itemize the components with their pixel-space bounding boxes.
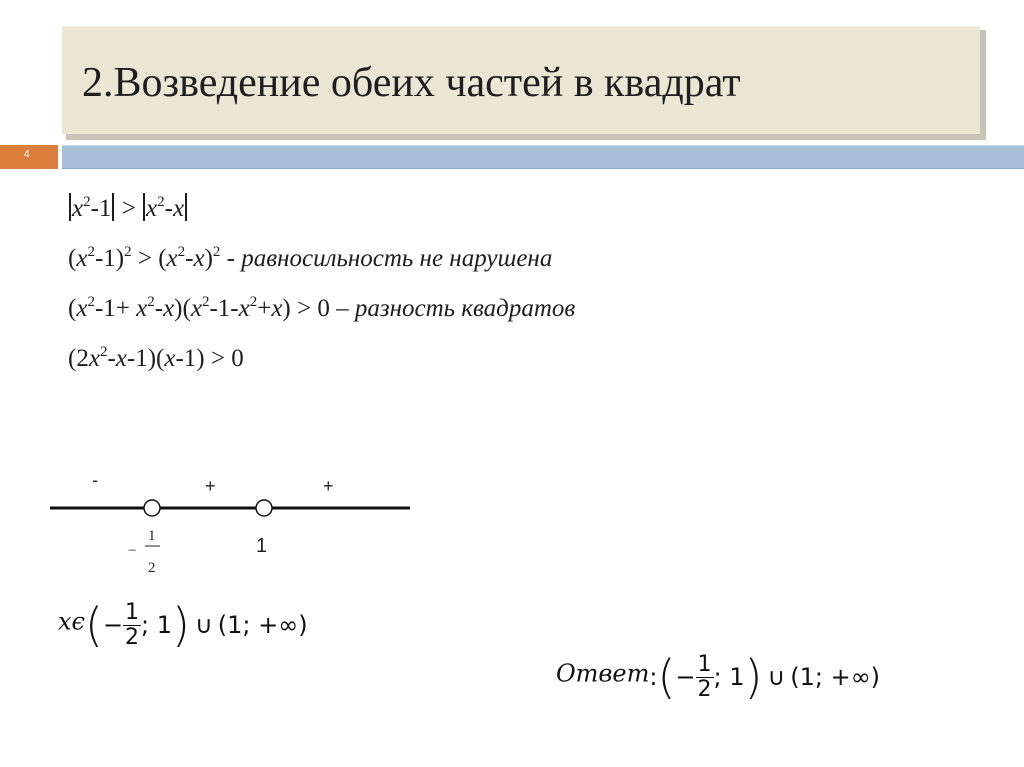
exponent: 2 xyxy=(201,294,210,310)
var-x: x xyxy=(72,195,84,222)
open-point xyxy=(256,500,272,516)
title-band xyxy=(62,26,980,134)
union-symbol: ∪ xyxy=(195,611,213,639)
math-text: - xyxy=(220,245,242,272)
abs-bar xyxy=(185,193,187,221)
paren: ) xyxy=(744,650,763,704)
frac-num: 1 xyxy=(697,652,712,678)
var-x: x xyxy=(271,295,283,322)
abs-bar xyxy=(69,193,71,221)
var-x: x xyxy=(136,295,148,322)
math-text: > xyxy=(115,195,143,222)
frac-num: 1 xyxy=(125,600,140,626)
frac-den: 2 xyxy=(148,560,156,576)
point-minus: − xyxy=(128,543,137,559)
var-x: x xyxy=(193,245,205,272)
math-text: - xyxy=(164,195,173,222)
interval: (1; +∞) xyxy=(217,611,308,639)
math-line-1 xyxy=(68,193,188,223)
var-x: x xyxy=(76,295,88,322)
exponent: 2 xyxy=(212,244,221,260)
comment-text: равносильность не нарушена xyxy=(241,245,553,272)
math-line-4 xyxy=(68,345,244,373)
number-line xyxy=(40,460,420,590)
math-text: -1)( xyxy=(126,345,165,372)
var-x: x xyxy=(172,195,185,222)
slide-title: 2.Возведение обеих частей в квадрат xyxy=(82,60,741,106)
exponent: 2 xyxy=(83,194,91,210)
fraction xyxy=(696,653,714,700)
sign-plus: + xyxy=(323,476,334,496)
slide-number: 4 xyxy=(24,149,30,160)
var-x: x xyxy=(190,295,202,322)
paren: ( xyxy=(657,650,676,704)
point-label: 1 xyxy=(256,535,268,557)
math-text: ; 1 xyxy=(713,663,745,691)
exponent: 2 xyxy=(124,244,132,260)
colon: : xyxy=(649,663,658,691)
fraction xyxy=(123,601,141,648)
math-text: )( xyxy=(174,295,191,322)
union-symbol: ∪ xyxy=(767,663,786,691)
var-x: x xyxy=(115,345,127,372)
var-x: x xyxy=(238,295,250,322)
var-x: x xyxy=(146,195,158,222)
math-text: - xyxy=(107,345,116,372)
exponent: 2 xyxy=(99,344,108,360)
exponent: 2 xyxy=(177,244,186,260)
math-text: (2 xyxy=(68,345,89,372)
frac-den: 2 xyxy=(125,624,140,650)
comment-text: разность квадратов xyxy=(354,295,576,322)
exponent: 2 xyxy=(147,294,155,310)
math-text: -1- xyxy=(209,295,239,322)
minus: − xyxy=(675,663,696,691)
minus: − xyxy=(102,611,124,639)
frac-num: 1 xyxy=(148,528,156,544)
exponent: 2 xyxy=(249,294,258,310)
math-text: -1) xyxy=(94,245,125,272)
math-text: -1) > 0 xyxy=(175,345,244,372)
math-text: ) > 0 – xyxy=(282,295,355,322)
math-line-2 xyxy=(68,245,552,273)
math-text: -1 xyxy=(90,195,112,222)
exponent: 2 xyxy=(87,244,95,260)
answer-label: Ответ xyxy=(556,659,650,688)
paren: ( xyxy=(84,598,103,652)
var-x: x xyxy=(163,295,175,322)
decorative-bar xyxy=(62,145,1024,169)
interval: (1; +∞) xyxy=(790,663,881,691)
var-x: x xyxy=(88,345,100,372)
var-x: x xyxy=(166,245,178,272)
solution-prefix: xϵ xyxy=(58,607,85,636)
answer-formula xyxy=(556,650,880,704)
frac-den: 2 xyxy=(697,676,712,702)
exponent: 2 xyxy=(87,294,95,310)
solution-formula xyxy=(58,598,308,652)
var-x: x xyxy=(76,245,88,272)
math-text: ) xyxy=(204,245,213,272)
exponent: 2 xyxy=(157,194,165,210)
abs-bar xyxy=(143,193,145,221)
math-text: ( xyxy=(68,295,77,322)
open-point xyxy=(144,500,160,516)
sign-minus: - xyxy=(92,470,98,490)
paren: ) xyxy=(172,598,190,652)
math-text: > ( xyxy=(131,245,167,272)
math-text: ; 1 xyxy=(141,611,173,639)
math-text: ( xyxy=(68,245,77,272)
math-text: - xyxy=(154,295,164,322)
sign-plus: + xyxy=(205,476,216,496)
math-text: -1+ xyxy=(94,295,137,322)
var-x: x xyxy=(164,345,176,372)
slide-number-box xyxy=(0,145,58,169)
math-text: + xyxy=(257,295,272,322)
math-line-3 xyxy=(68,295,575,323)
math-text: - xyxy=(185,245,194,272)
